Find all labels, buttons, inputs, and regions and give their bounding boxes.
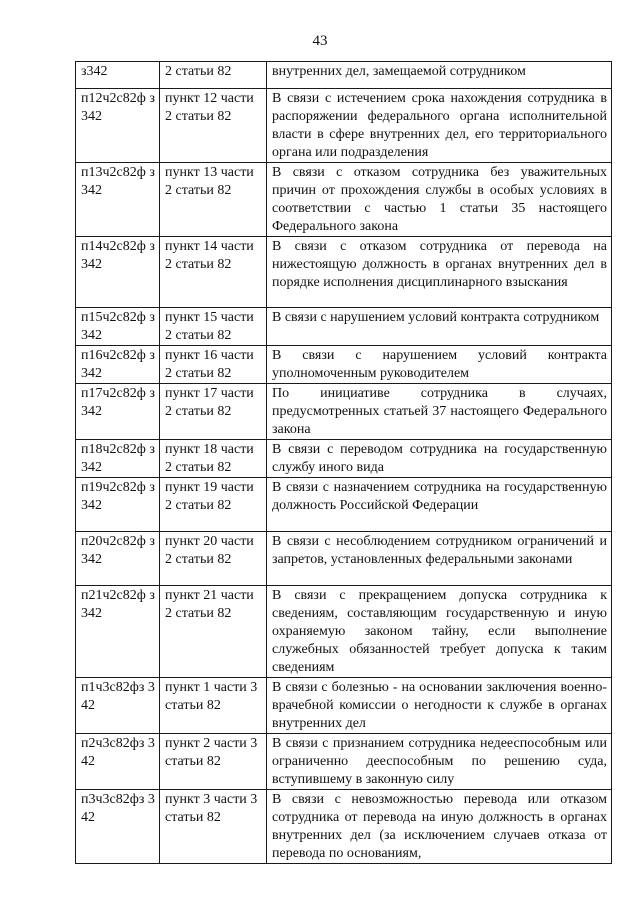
table-row [76, 440, 612, 478]
reference-cell: пункт 13 части 2 статьи 82 [160, 163, 267, 237]
reference-cell: пункт 14 части 2 статьи 82 [160, 237, 267, 308]
reference-cell: пункт 18 части 2 статьи 82 [160, 440, 267, 478]
description-cell: В связи с прекращением допуска сотрудника к сведениям, составляющим государственную и иную охраняемую законом тайну, если выполнение служебных обязанностей требует допуска к таким сведениям [267, 586, 612, 678]
description-cell: По инициативе сотрудника в случаях, предусмотренных статьей 37 настоящего Федерального закона [267, 384, 612, 440]
reference-cell: пункт 12 части 2 статьи 82 [160, 89, 267, 163]
code-cell: п19ч2с82ф з342 [76, 478, 160, 532]
table-row [76, 308, 612, 346]
code-cell: п13ч2с82ф з342 [76, 163, 160, 237]
code-cell: п21ч2с82ф з342 [76, 586, 160, 678]
code-cell: п14ч2с82ф з342 [76, 237, 160, 308]
description-cell: В связи с переводом сотрудника на государственную службу иного вида [267, 440, 612, 478]
table-row [76, 237, 612, 308]
code-cell: п3ч3с82фз 342 [76, 790, 160, 864]
code-cell: п1ч3с82фз 342 [76, 678, 160, 734]
table-row [76, 586, 612, 678]
table-row [76, 678, 612, 734]
reference-cell: пункт 15 части 2 статьи 82 [160, 308, 267, 346]
code-cell: п16ч2с82ф з342 [76, 346, 160, 384]
code-cell: п18ч2с82ф з342 [76, 440, 160, 478]
page-number: 43 [312, 33, 328, 49]
reference-cell: пункт 16 части 2 статьи 82 [160, 346, 267, 384]
code-cell: п20ч2с82ф з342 [76, 532, 160, 586]
description-cell: внутренних дел, замещаемой сотрудником [267, 62, 612, 89]
description-cell: В связи с отказом сотрудника без уважительных причин от прохождения службы в особых условиях в соответствии с частью 1 статьи 35 настоящего Федерального закона [267, 163, 612, 237]
description-cell: В связи с истечением срока нахождения сотрудника в распоряжении федерального органа исполнительной власти в сфере внутренних дел, его территориального органа или подразделения [267, 89, 612, 163]
reference-cell: пункт 17 части 2 статьи 82 [160, 384, 267, 440]
reasons-table [75, 61, 612, 864]
code-cell: п2ч3с82фз 342 [76, 734, 160, 790]
description-cell: В связи с признанием сотрудника недееспособным или ограниченно дееспособным по решению суда, вступившему в законную силу [267, 734, 612, 790]
code-cell: з342 [76, 62, 160, 89]
table-row [76, 384, 612, 440]
table-row [76, 532, 612, 586]
table-row [76, 89, 612, 163]
reference-cell: 2 статьи 82 [160, 62, 267, 89]
reference-cell: пункт 1 части 3 статьи 82 [160, 678, 267, 734]
reference-cell: пункт 2 части 3 статьи 82 [160, 734, 267, 790]
description-cell: В связи с нарушением условий контракта сотрудником [267, 308, 612, 346]
description-cell: В связи с нарушением условий контракта уполномоченным руководителем [267, 346, 612, 384]
code-cell: п12ч2с82ф з342 [76, 89, 160, 163]
description-cell: В связи с несоблюдением сотрудником ограничений и запретов, установленных федеральными законами [267, 532, 612, 586]
reference-cell: пункт 3 части 3 статьи 82 [160, 790, 267, 864]
table-row [76, 478, 612, 532]
table-row [76, 163, 612, 237]
table-row [76, 790, 612, 864]
description-cell: В связи с назначением сотрудника на государственную должность Российской Федерации [267, 478, 612, 532]
reference-cell: пункт 20 части 2 статьи 82 [160, 532, 267, 586]
code-cell: п17ч2с82ф з342 [76, 384, 160, 440]
description-cell: В связи с невозможностью перевода или отказом сотрудника от перевода на иную должность в органах внутренних дел (за исключением случаев отказа от перевода по основаниям, [267, 790, 612, 864]
table-row [76, 734, 612, 790]
reference-cell: пункт 21 части 2 статьи 82 [160, 586, 267, 678]
description-cell: В связи с болезнью - на основании заключения военно-врачебной комиссии о негодности к службе в органах внутренних дел [267, 678, 612, 734]
reference-cell: пункт 19 части 2 статьи 82 [160, 478, 267, 532]
table-row [76, 62, 612, 89]
description-cell: В связи с отказом сотрудника от перевода на нижестоящую должность в органах внутренних дел в порядке исполнения дисциплинарного взыскания [267, 237, 612, 308]
code-cell: п15ч2с82ф з342 [76, 308, 160, 346]
table-row [76, 346, 612, 384]
